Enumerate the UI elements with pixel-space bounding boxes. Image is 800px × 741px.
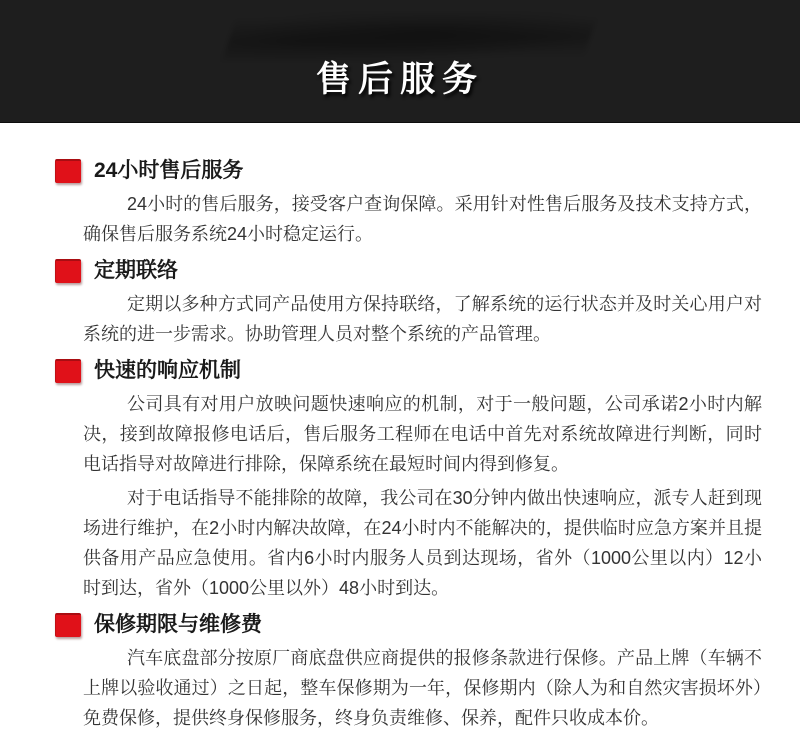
page-title: 售后服务 xyxy=(315,60,484,99)
section-heading-row xyxy=(55,612,762,638)
red-square-bullet-icon xyxy=(55,259,81,283)
red-square-bullet-icon xyxy=(55,613,81,637)
red-square-bullet-icon xyxy=(55,159,81,183)
section-heading-row xyxy=(55,358,762,384)
section-paragraph: 汽车底盘部分按原厂商底盘供应商提供的报修条款进行保修。产品上牌（车辆不上牌以验收通过）之日起，整车保修期为一年，保修期内（除人为和自然灾害损坏外）免费保修，提供终身保修服务，终身负责维修、保养，配件只收成本价。 xyxy=(83,648,762,728)
page-header-band xyxy=(0,0,800,123)
section-paragraph: 公司具有对用户放映问题快速响应的机制，对于一般问题，公司承诺2小时内解决，接到故障报修电话后，售后服务工程师在电话中首先对系统故障进行判断，同时电话指导对故障进行排除，保障系统在最短时间内得到修复。 xyxy=(83,394,762,474)
section-rapid-response xyxy=(55,358,762,603)
section-regular-contact xyxy=(55,258,762,349)
section-heading: 快速的响应机制 xyxy=(94,359,241,382)
section-paragraph: 定期以多种方式同产品使用方保持联络，了解系统的运行状态并及时关心用户对系统的进一步需求。协助管理人员对整个系统的产品管理。 xyxy=(83,294,762,344)
section-24h-service xyxy=(55,158,762,249)
section-paragraph: 24小时的售后服务，接受客户查询保障。采用针对性售后服务及技术支持方式，确保售后服务系统24小时稳定运行。 xyxy=(83,194,762,244)
section-heading: 定期联络 xyxy=(94,259,178,282)
red-square-bullet-icon xyxy=(55,359,81,383)
section-heading-row xyxy=(55,258,762,284)
section-warranty-fees xyxy=(55,612,762,733)
section-heading: 保修期限与维修费 xyxy=(94,613,262,636)
section-heading: 24小时售后服务 xyxy=(94,159,244,182)
section-paragraph: 对于电话指导不能排除的故障，我公司在30分钟内做出快速响应，派专人赶到现场进行维护，在2小时内解决故障，在24小时内不能解决的，提供临时应急方案并且提供备用产品应急使用。省内6小时内服务人员到达现场，省外（1000公里以内）12小时到达，省外（1000公里以外）48小时到达。 xyxy=(83,488,762,598)
section-heading-row xyxy=(55,158,762,184)
content-area xyxy=(0,123,800,733)
